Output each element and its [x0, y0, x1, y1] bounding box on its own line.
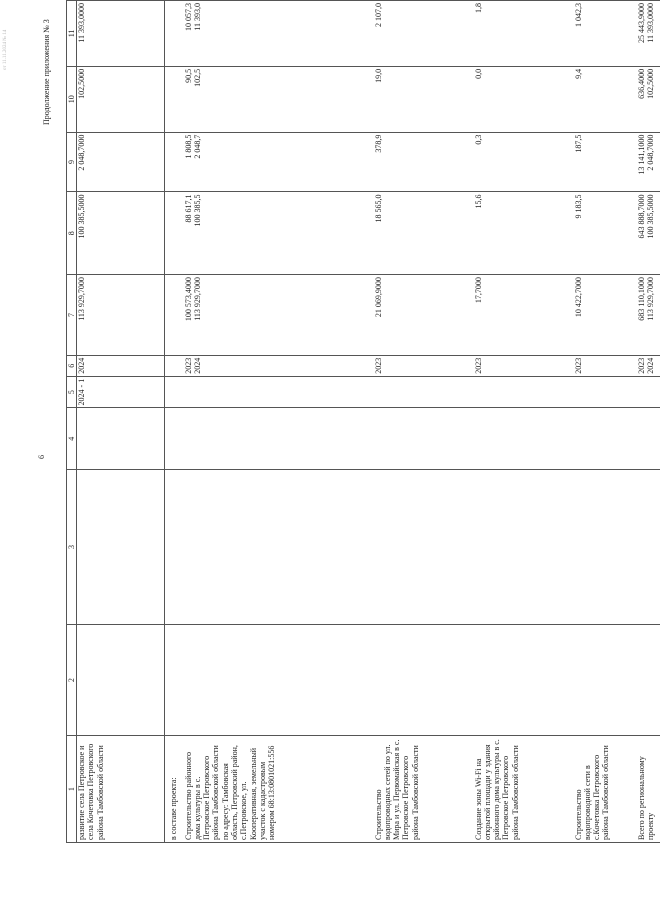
cell-total: 113 929,7000 [77, 275, 165, 356]
table-row [470, 1, 570, 843]
table-row [370, 1, 470, 843]
cell-local: 636,4000 102,5000 [634, 66, 660, 132]
cell-local: 102,5000 [77, 66, 165, 132]
column-number-row [67, 1, 77, 843]
cell-federal: 643 888,7000 100 385,5000 [634, 192, 660, 275]
cell-other: 1,8 [470, 1, 570, 67]
table-row [180, 1, 370, 843]
cell-federal: 15,6 [470, 192, 570, 275]
cell-regional: 1 808,5 2 048,7 [180, 132, 370, 192]
col-header: 10 [67, 66, 77, 132]
continuation-label: Продолжение приложения № 3 [42, 19, 51, 125]
col-header: 11 [67, 1, 77, 67]
table-row-total [634, 1, 660, 843]
page-number: 6 [37, 455, 46, 459]
cell-other: 2 107,0 [370, 1, 470, 67]
col-header: 9 [67, 132, 77, 192]
cell-total: 21 069,9000 [370, 275, 470, 356]
cell-federal: 88 617,1 100 385,5 [180, 192, 370, 275]
cell-year: 2023 2024 [634, 355, 660, 376]
cell-total: 17,7000 [470, 275, 570, 356]
cell-other: 11 393,0000 [77, 1, 165, 67]
cell-year: 2023 2024 [180, 355, 370, 376]
col-header: 3 [67, 470, 77, 625]
cell-regional: 13 141,1000 2 048,7000 [634, 132, 660, 192]
cell-year: 2024 [77, 355, 165, 376]
row-title: Строительство водопроводных сетей по ул. Мира и ул. Первомайская в с. Петровское Петровского района Тамбовской области [370, 736, 470, 843]
table-row [570, 1, 634, 843]
row-title: Всего по региональному проекту [634, 736, 660, 843]
table-row [165, 1, 180, 843]
cell-other: 10 057,3 11 393,0 [180, 1, 370, 67]
cell-year: 2023 [370, 355, 470, 376]
cell-local: 0,0 [470, 66, 570, 132]
col-header: 2 [67, 625, 77, 736]
cell-federal: 9 183,5 [570, 192, 634, 275]
table-row [77, 1, 165, 843]
cell-federal: 100 385,5000 [77, 192, 165, 275]
cell-other: 25 443,9000 11 393,0000 [634, 1, 660, 67]
cell-year: 2023 [470, 355, 570, 376]
row-title: Строительство районного дома культуры в с. Петровское Петровского района Тамбовской области по адресу: Тамбовская область, Петровский район, с.Петровское, ул. Кооперативная, земельный участок с кадастровым номером 68:13:0801021:556 [180, 736, 370, 843]
row-title: развитие села Петровское и села Кочетовка Петровского района Тамбовской области [77, 736, 165, 843]
row-title: Строительство водопроводной сети в с.Кочетовка Петровского района Тамбовской области [570, 736, 634, 843]
cell-regional: 378,9 [370, 132, 470, 192]
cell-year: 2023 [570, 355, 634, 376]
cell-local: 90,5 102,5 [180, 66, 370, 132]
row-title: в составе проекта: [165, 736, 180, 843]
col-header: 5 [67, 376, 77, 408]
cell-regional: 187,5 [570, 132, 634, 192]
cell-federal: 18 565,0 [370, 192, 470, 275]
col-header: 6 [67, 355, 77, 376]
cell-total: 10 422,7000 [570, 275, 634, 356]
col-header: 1 [67, 736, 77, 843]
row-title: Создание зоны Wi-Fi на открытой площади у здания районного дома культуры в с. Петровское Петровского района Тамбовской области [470, 736, 570, 843]
cell-local: 19,0 [370, 66, 470, 132]
cell-regional: 2 048,7000 [77, 132, 165, 192]
col-header: 4 [67, 408, 77, 470]
budget-table [66, 0, 660, 843]
cell-period: 2024 - 1 [77, 376, 165, 408]
col-header: 8 [67, 192, 77, 275]
cell-total: 100 573,4000 113 929,7000 [180, 275, 370, 356]
cell-other: 1 042,3 [570, 1, 634, 67]
cell-total: 683 110,1000 113 929,7000 [634, 275, 660, 356]
col-header: 7 [67, 275, 77, 356]
cell-regional: 0,3 [470, 132, 570, 192]
cell-local: 9,4 [570, 66, 634, 132]
faint-top-note: от 11.11.2024 № 14 [3, 29, 8, 70]
